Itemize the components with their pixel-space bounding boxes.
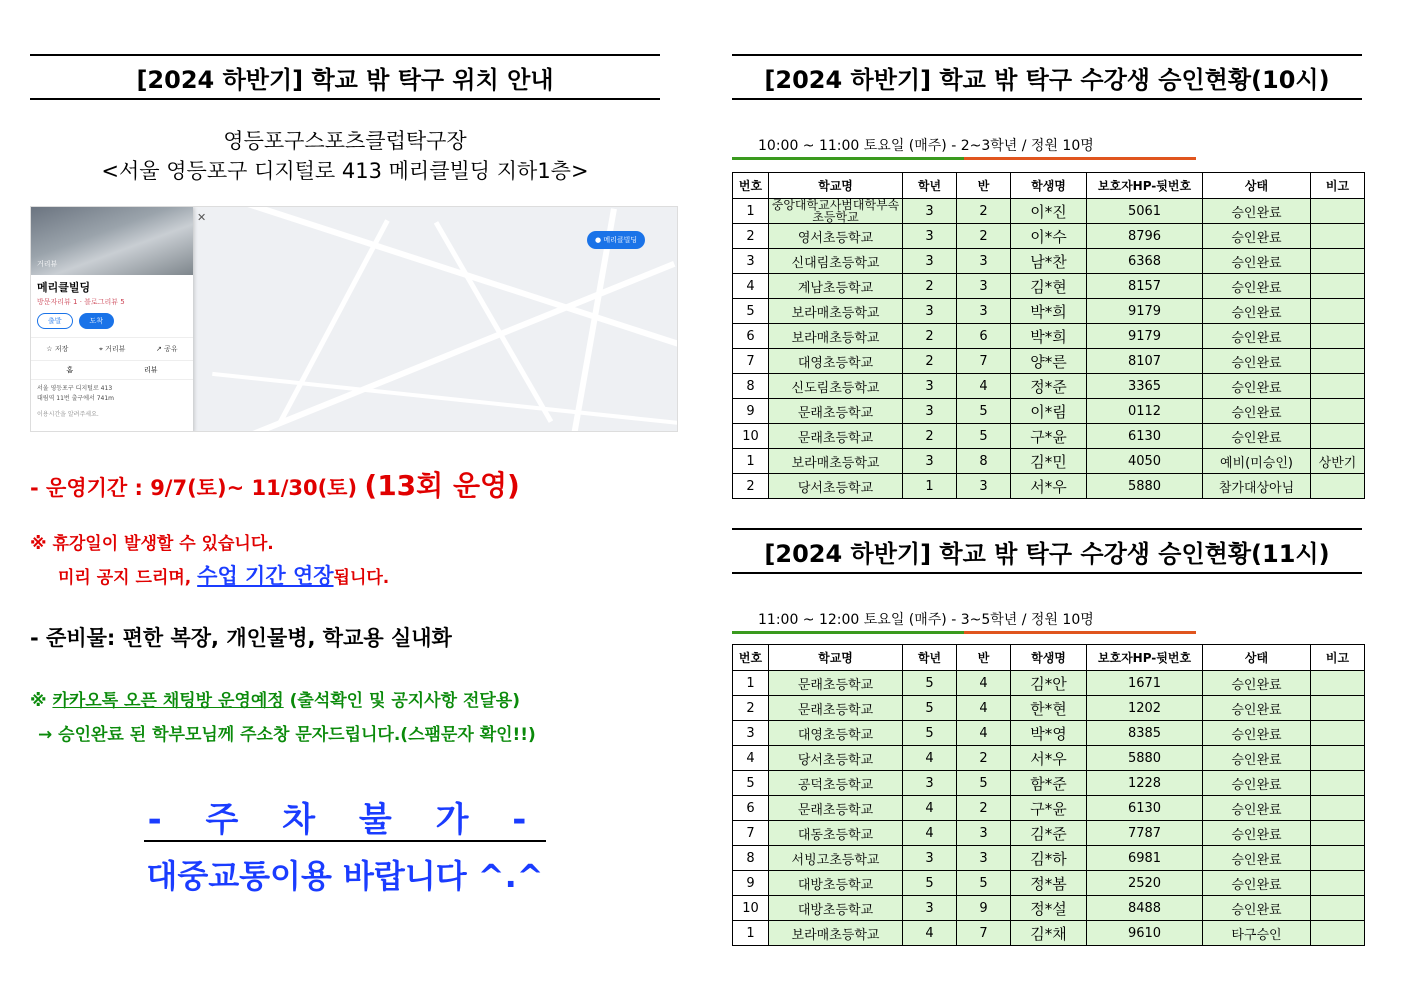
- table-cell: 보라매초등학교: [769, 324, 903, 349]
- table-cell: 1: [733, 449, 769, 474]
- table-11-body: [733, 671, 1365, 946]
- table-cell: 10: [733, 424, 769, 449]
- table-row: [733, 449, 1365, 474]
- period-line: [30, 464, 660, 504]
- table-cell: 승인완료: [1203, 821, 1311, 846]
- save-button[interactable]: ☆ 저장: [46, 345, 69, 353]
- table-cell: 1671: [1087, 671, 1203, 696]
- column-header: 비고: [1311, 173, 1365, 199]
- table-cell: 3: [903, 449, 957, 474]
- column-header: 보호자HP-뒷번호: [1087, 173, 1203, 199]
- kakao-line2: → 승인완료 된 학부모님께 주소창 문자드립니다.(스팸문자 확인!!): [38, 725, 536, 745]
- column-header: 번호: [733, 173, 769, 199]
- table-cell: 4: [903, 796, 957, 821]
- close-icon[interactable]: ✕: [197, 211, 207, 224]
- table-10-header: [733, 173, 1365, 199]
- table-cell: [1311, 871, 1365, 896]
- table-cell: 3365: [1087, 374, 1203, 399]
- column-header: 보호자HP-뒷번호: [1087, 645, 1203, 671]
- table-cell: 7: [957, 349, 1011, 374]
- table-cell: 김*안: [1011, 671, 1087, 696]
- table-cell: 중앙대학교사범대학부속초등학교: [769, 199, 903, 224]
- table-cell: 승인완료: [1203, 696, 1311, 721]
- period-label: - 운영기간 : 9/7(토)~ 11/30(토): [30, 476, 365, 500]
- table-row: [733, 474, 1365, 499]
- table-row: [733, 871, 1365, 896]
- table-cell: 5: [957, 771, 1011, 796]
- table-11-section: [732, 528, 1362, 946]
- street-photo: [31, 207, 193, 275]
- table-cell: 승인완료: [1203, 846, 1311, 871]
- table-row: [733, 721, 1365, 746]
- column-header: 반: [957, 645, 1011, 671]
- table-cell: 승인완료: [1203, 746, 1311, 771]
- table-cell: 2: [903, 274, 957, 299]
- table-cell: 9179: [1087, 299, 1203, 324]
- table-cell: [1311, 324, 1365, 349]
- table-cell: 서*우: [1011, 474, 1087, 499]
- table-cell: 3: [957, 821, 1011, 846]
- table-cell: 문래초등학교: [769, 399, 903, 424]
- table-cell: [1311, 199, 1365, 224]
- kakao-link: 카카오톡 오픈 채팅방 운영예정: [52, 691, 284, 711]
- table-cell: [1311, 921, 1365, 946]
- table-row: [733, 349, 1365, 374]
- table-cell: 타구승인: [1203, 921, 1311, 946]
- column-header: 학교명: [769, 173, 903, 199]
- table-cell: 이*림: [1011, 399, 1087, 424]
- table-cell: 문래초등학교: [769, 424, 903, 449]
- tab-review[interactable]: 리뷰: [144, 366, 158, 374]
- transit-note: 대중교통이용 바랍니다 ^.^: [146, 857, 544, 895]
- column-header: 학생명: [1011, 645, 1087, 671]
- table-cell: 9610: [1087, 921, 1203, 946]
- table-11: [732, 644, 1365, 946]
- table-cell: [1311, 424, 1365, 449]
- column-header: 상태: [1203, 173, 1311, 199]
- table-cell: 신도림초등학교: [769, 374, 903, 399]
- table-cell: 5: [733, 771, 769, 796]
- table-cell: 2: [957, 746, 1011, 771]
- table-cell: 승인완료: [1203, 424, 1311, 449]
- table-cell: 4: [903, 746, 957, 771]
- table-cell: [1311, 374, 1365, 399]
- table-cell: 3: [957, 299, 1011, 324]
- table-cell: 3: [903, 199, 957, 224]
- table-cell: 4: [957, 374, 1011, 399]
- table-cell: 4: [733, 274, 769, 299]
- table-cell: 계남초등학교: [769, 274, 903, 299]
- table-10-title: [2024 하반기] 학교 밖 탁구 수강생 승인현황(10시): [732, 54, 1362, 100]
- table-cell: 승인완료: [1203, 871, 1311, 896]
- table-cell: 4: [957, 671, 1011, 696]
- column-header: 학생명: [1011, 173, 1087, 199]
- table-cell: 승인완료: [1203, 274, 1311, 299]
- place-name: 메리클빌딩: [37, 281, 91, 294]
- table-cell: [1311, 746, 1365, 771]
- table-cell: 보라매초등학교: [769, 449, 903, 474]
- table-cell: 6: [733, 796, 769, 821]
- table-cell: 승인완료: [1203, 374, 1311, 399]
- table-10-section: [732, 54, 1362, 499]
- table-cell: [1311, 474, 1365, 499]
- location-title: [2024 하반기] 학교 밖 탁구 위치 안내: [30, 54, 660, 100]
- table-cell: 2: [733, 474, 769, 499]
- table-cell: 5: [957, 871, 1011, 896]
- table-cell: [1311, 349, 1365, 374]
- table-row: [733, 324, 1365, 349]
- table-cell: [1311, 721, 1365, 746]
- table-cell: 8157: [1087, 274, 1203, 299]
- arrive-button[interactable]: 도착: [79, 313, 115, 329]
- table-cell: [1311, 671, 1365, 696]
- table-row: [733, 399, 1365, 424]
- table-cell: 3: [903, 299, 957, 324]
- table-cell: 9: [957, 896, 1011, 921]
- table-cell: 5: [903, 671, 957, 696]
- table-cell: 승인완료: [1203, 771, 1311, 796]
- pin-icon: ⌖: [98, 345, 103, 353]
- table-cell: 8488: [1087, 896, 1203, 921]
- table-cell: 대동초등학교: [769, 821, 903, 846]
- holiday-note: [30, 528, 660, 594]
- table-cell: 2: [903, 424, 957, 449]
- table-cell: 3: [957, 249, 1011, 274]
- table-cell: 6: [957, 324, 1011, 349]
- table-cell: 1: [733, 671, 769, 696]
- table-row: [733, 224, 1365, 249]
- table-cell: 2: [957, 224, 1011, 249]
- table-10: [732, 172, 1365, 499]
- table-cell: 남*찬: [1011, 249, 1087, 274]
- table-row: [733, 746, 1365, 771]
- table-cell: 10: [733, 896, 769, 921]
- table-cell: 3: [903, 896, 957, 921]
- table-row: [733, 846, 1365, 871]
- table-cell: 대방초등학교: [769, 896, 903, 921]
- table-row: [733, 896, 1365, 921]
- table-cell: [1311, 821, 1365, 846]
- venue-info: [30, 126, 660, 186]
- table-cell: 2: [903, 349, 957, 374]
- no-parking: - 주 차 불 가 -: [30, 792, 660, 841]
- table-cell: 2: [957, 796, 1011, 821]
- table-cell: 당서초등학교: [769, 474, 903, 499]
- table-11-header: [733, 645, 1365, 671]
- table-cell: 6130: [1087, 796, 1203, 821]
- table-cell: [1311, 249, 1365, 274]
- table-cell: 승인완료: [1203, 721, 1311, 746]
- table-cell: 예비(미승인): [1203, 449, 1311, 474]
- table-10-body: [733, 199, 1365, 499]
- table-cell: 한*현: [1011, 696, 1087, 721]
- table-row: [733, 274, 1365, 299]
- table-cell: 3: [903, 846, 957, 871]
- table-cell: 5: [957, 424, 1011, 449]
- table-cell: [1311, 224, 1365, 249]
- table-cell: 3: [733, 249, 769, 274]
- table-cell: 정*설: [1011, 896, 1087, 921]
- share-button[interactable]: ↗ 공유: [156, 345, 178, 353]
- column-header: 학교명: [769, 645, 903, 671]
- place-address: 서울 영등포구 디지털로 413: [37, 385, 113, 392]
- table-cell: 9179: [1087, 324, 1203, 349]
- table-cell: 6368: [1087, 249, 1203, 274]
- location-section: [30, 54, 660, 897]
- table-cell: 김*현: [1011, 274, 1087, 299]
- table-cell: 1202: [1087, 696, 1203, 721]
- street-view-label: 거리뷰: [37, 260, 58, 268]
- place-panel: [31, 207, 193, 432]
- table-row: [733, 199, 1365, 224]
- table-cell: 5061: [1087, 199, 1203, 224]
- table-cell: 승인완료: [1203, 399, 1311, 424]
- table-row: [733, 374, 1365, 399]
- table-cell: 6130: [1087, 424, 1203, 449]
- table-cell: 5: [903, 721, 957, 746]
- table-cell: 3: [903, 249, 957, 274]
- table-row: [733, 299, 1365, 324]
- table-cell: 1228: [1087, 771, 1203, 796]
- table-row: [733, 249, 1365, 274]
- table-cell: 3: [903, 771, 957, 796]
- table-cell: 5880: [1087, 474, 1203, 499]
- table-cell: 박*희: [1011, 324, 1087, 349]
- table-cell: 정*봄: [1011, 871, 1087, 896]
- venue-address: <서울 영등포구 디지털로 413 메리클빌딩 지하1층>: [101, 159, 589, 183]
- start-button[interactable]: 출발: [37, 313, 73, 329]
- table-row: [733, 696, 1365, 721]
- column-header: 학년: [903, 173, 957, 199]
- table-cell: [1311, 896, 1365, 921]
- table-cell: 박*희: [1011, 299, 1087, 324]
- table-cell: 이*진: [1011, 199, 1087, 224]
- table-cell: 8: [957, 449, 1011, 474]
- table-cell: 대방초등학교: [769, 871, 903, 896]
- table-cell: 함*준: [1011, 771, 1087, 796]
- table-cell: 3: [903, 399, 957, 424]
- map-pin[interactable]: ● 메리클빌딩: [587, 231, 645, 249]
- table-cell: [1311, 399, 1365, 424]
- table-cell: 서*우: [1011, 746, 1087, 771]
- table-cell: 4: [957, 696, 1011, 721]
- table-cell: [1311, 274, 1365, 299]
- table-cell: 4: [733, 746, 769, 771]
- table-cell: 4: [903, 821, 957, 846]
- column-header: 상태: [1203, 645, 1311, 671]
- table-cell: 8385: [1087, 721, 1203, 746]
- table-cell: 구*윤: [1011, 796, 1087, 821]
- table-cell: 4: [903, 921, 957, 946]
- table-cell: 3: [903, 224, 957, 249]
- table-cell: 승인완료: [1203, 896, 1311, 921]
- table-cell: 보라매초등학교: [769, 299, 903, 324]
- street-view-button[interactable]: ⌖ 거리뷰: [98, 345, 126, 353]
- supplies-line: - 준비물: 편한 복장, 개인물병, 학교용 실내화: [30, 626, 452, 650]
- table-cell: 보라매초등학교: [769, 921, 903, 946]
- note-line2: 미리 공지 드리며, 수업 기간 연장됩니다.: [58, 564, 390, 588]
- table-cell: 이*수: [1011, 224, 1087, 249]
- table-cell: 5880: [1087, 746, 1203, 771]
- table-11-schedule: 11:00 ~ 12:00 토요일 (매주) - 3~5학년 / 정원 10명: [732, 604, 1196, 634]
- table-cell: 2: [733, 696, 769, 721]
- table-cell: 승인완료: [1203, 249, 1311, 274]
- table-cell: [1311, 771, 1365, 796]
- table-cell: 5: [957, 399, 1011, 424]
- table-cell: 참가대상아님: [1203, 474, 1311, 499]
- period-count: (13회 운영): [364, 469, 520, 502]
- table-cell: 양*른: [1011, 349, 1087, 374]
- table-cell: 4: [957, 721, 1011, 746]
- table-cell: 문래초등학교: [769, 696, 903, 721]
- table-cell: 7: [957, 921, 1011, 946]
- map-image: [30, 206, 678, 432]
- table-cell: 승인완료: [1203, 671, 1311, 696]
- table-cell: 2: [733, 224, 769, 249]
- table-cell: 6981: [1087, 846, 1203, 871]
- table-row: [733, 921, 1365, 946]
- table-cell: 신대림초등학교: [769, 249, 903, 274]
- place-reviews: 방문자리뷰 1 · 블로그리뷰 5: [37, 298, 125, 306]
- table-cell: 3: [957, 846, 1011, 871]
- table-cell: 승인완료: [1203, 349, 1311, 374]
- table-cell: 서빙고초등학교: [769, 846, 903, 871]
- table-cell: 당서초등학교: [769, 746, 903, 771]
- table-cell: 영서초등학교: [769, 224, 903, 249]
- table-cell: 9: [733, 399, 769, 424]
- column-header: 반: [957, 173, 1011, 199]
- table-cell: 1: [903, 474, 957, 499]
- table-cell: 8107: [1087, 349, 1203, 374]
- table-10-schedule: 10:00 ~ 11:00 토요일 (매주) - 2~3학년 / 정원 10명: [732, 130, 1196, 160]
- table-cell: 대영초등학교: [769, 349, 903, 374]
- table-cell: 2520: [1087, 871, 1203, 896]
- column-header: 비고: [1311, 645, 1365, 671]
- table-cell: 정*준: [1011, 374, 1087, 399]
- table-cell: 7787: [1087, 821, 1203, 846]
- table-cell: 승인완료: [1203, 199, 1311, 224]
- table-cell: 5: [903, 696, 957, 721]
- table-cell: 상반기: [1311, 449, 1365, 474]
- table-cell: 박*영: [1011, 721, 1087, 746]
- table-cell: [1311, 796, 1365, 821]
- table-cell: 승인완료: [1203, 224, 1311, 249]
- table-cell: 김*하: [1011, 846, 1087, 871]
- column-header: 학년: [903, 645, 957, 671]
- table-cell: 3: [903, 374, 957, 399]
- table-cell: 8796: [1087, 224, 1203, 249]
- table-cell: 9: [733, 871, 769, 896]
- table-cell: [1311, 299, 1365, 324]
- table-cell: 구*윤: [1011, 424, 1087, 449]
- place-hours[interactable]: 이용시간을 알려주세요.: [37, 411, 99, 418]
- table-cell: 김*민: [1011, 449, 1087, 474]
- share-icon: ↗: [156, 345, 162, 353]
- table-cell: 공덕초등학교: [769, 771, 903, 796]
- table-cell: 김*준: [1011, 821, 1087, 846]
- table-cell: 8: [733, 374, 769, 399]
- table-cell: 5: [733, 299, 769, 324]
- table-cell: 김*채: [1011, 921, 1087, 946]
- table-cell: 1: [733, 921, 769, 946]
- table-cell: 0112: [1087, 399, 1203, 424]
- table-cell: 승인완료: [1203, 299, 1311, 324]
- note-line1: ※ 휴강일이 발생할 수 있습니다.: [30, 534, 274, 554]
- table-cell: 7: [733, 821, 769, 846]
- table-row: [733, 671, 1365, 696]
- table-cell: 3: [957, 474, 1011, 499]
- extension-text: 수업 기간 연장: [197, 564, 334, 588]
- table-cell: 대영초등학교: [769, 721, 903, 746]
- table-row: [733, 424, 1365, 449]
- venue-name: 영등포구스포츠클럽탁구장: [223, 129, 467, 153]
- star-icon: ☆: [46, 345, 53, 353]
- table-cell: 승인완료: [1203, 324, 1311, 349]
- table-cell: [1311, 846, 1365, 871]
- tab-home[interactable]: 홈: [66, 366, 74, 374]
- table-cell: 7: [733, 349, 769, 374]
- table-cell: 3: [957, 274, 1011, 299]
- table-cell: 3: [733, 721, 769, 746]
- table-row: [733, 821, 1365, 846]
- column-header: 번호: [733, 645, 769, 671]
- table-cell: 5: [903, 871, 957, 896]
- table-cell: 1: [733, 199, 769, 224]
- table-cell: 승인완료: [1203, 796, 1311, 821]
- table-row: [733, 771, 1365, 796]
- table-cell: 6: [733, 324, 769, 349]
- table-cell: 4050: [1087, 449, 1203, 474]
- place-transit: 대림역 11번 출구에서 741m: [37, 395, 115, 402]
- table-cell: 2: [957, 199, 1011, 224]
- table-row: [733, 796, 1365, 821]
- table-cell: 문래초등학교: [769, 796, 903, 821]
- table-cell: 2: [903, 324, 957, 349]
- table-cell: 문래초등학교: [769, 671, 903, 696]
- table-11-title: [2024 하반기] 학교 밖 탁구 수강생 승인현황(11시): [732, 528, 1362, 574]
- kakao-note: ※ 카카오톡 오픈 채팅방 운영예정 (출석확인 및 공지사항 전달용) → 승인완료 된 학부모님께 주소창 문자드립니다.(스팸문자 확인!!): [30, 684, 660, 752]
- table-cell: 8: [733, 846, 769, 871]
- table-cell: [1311, 696, 1365, 721]
